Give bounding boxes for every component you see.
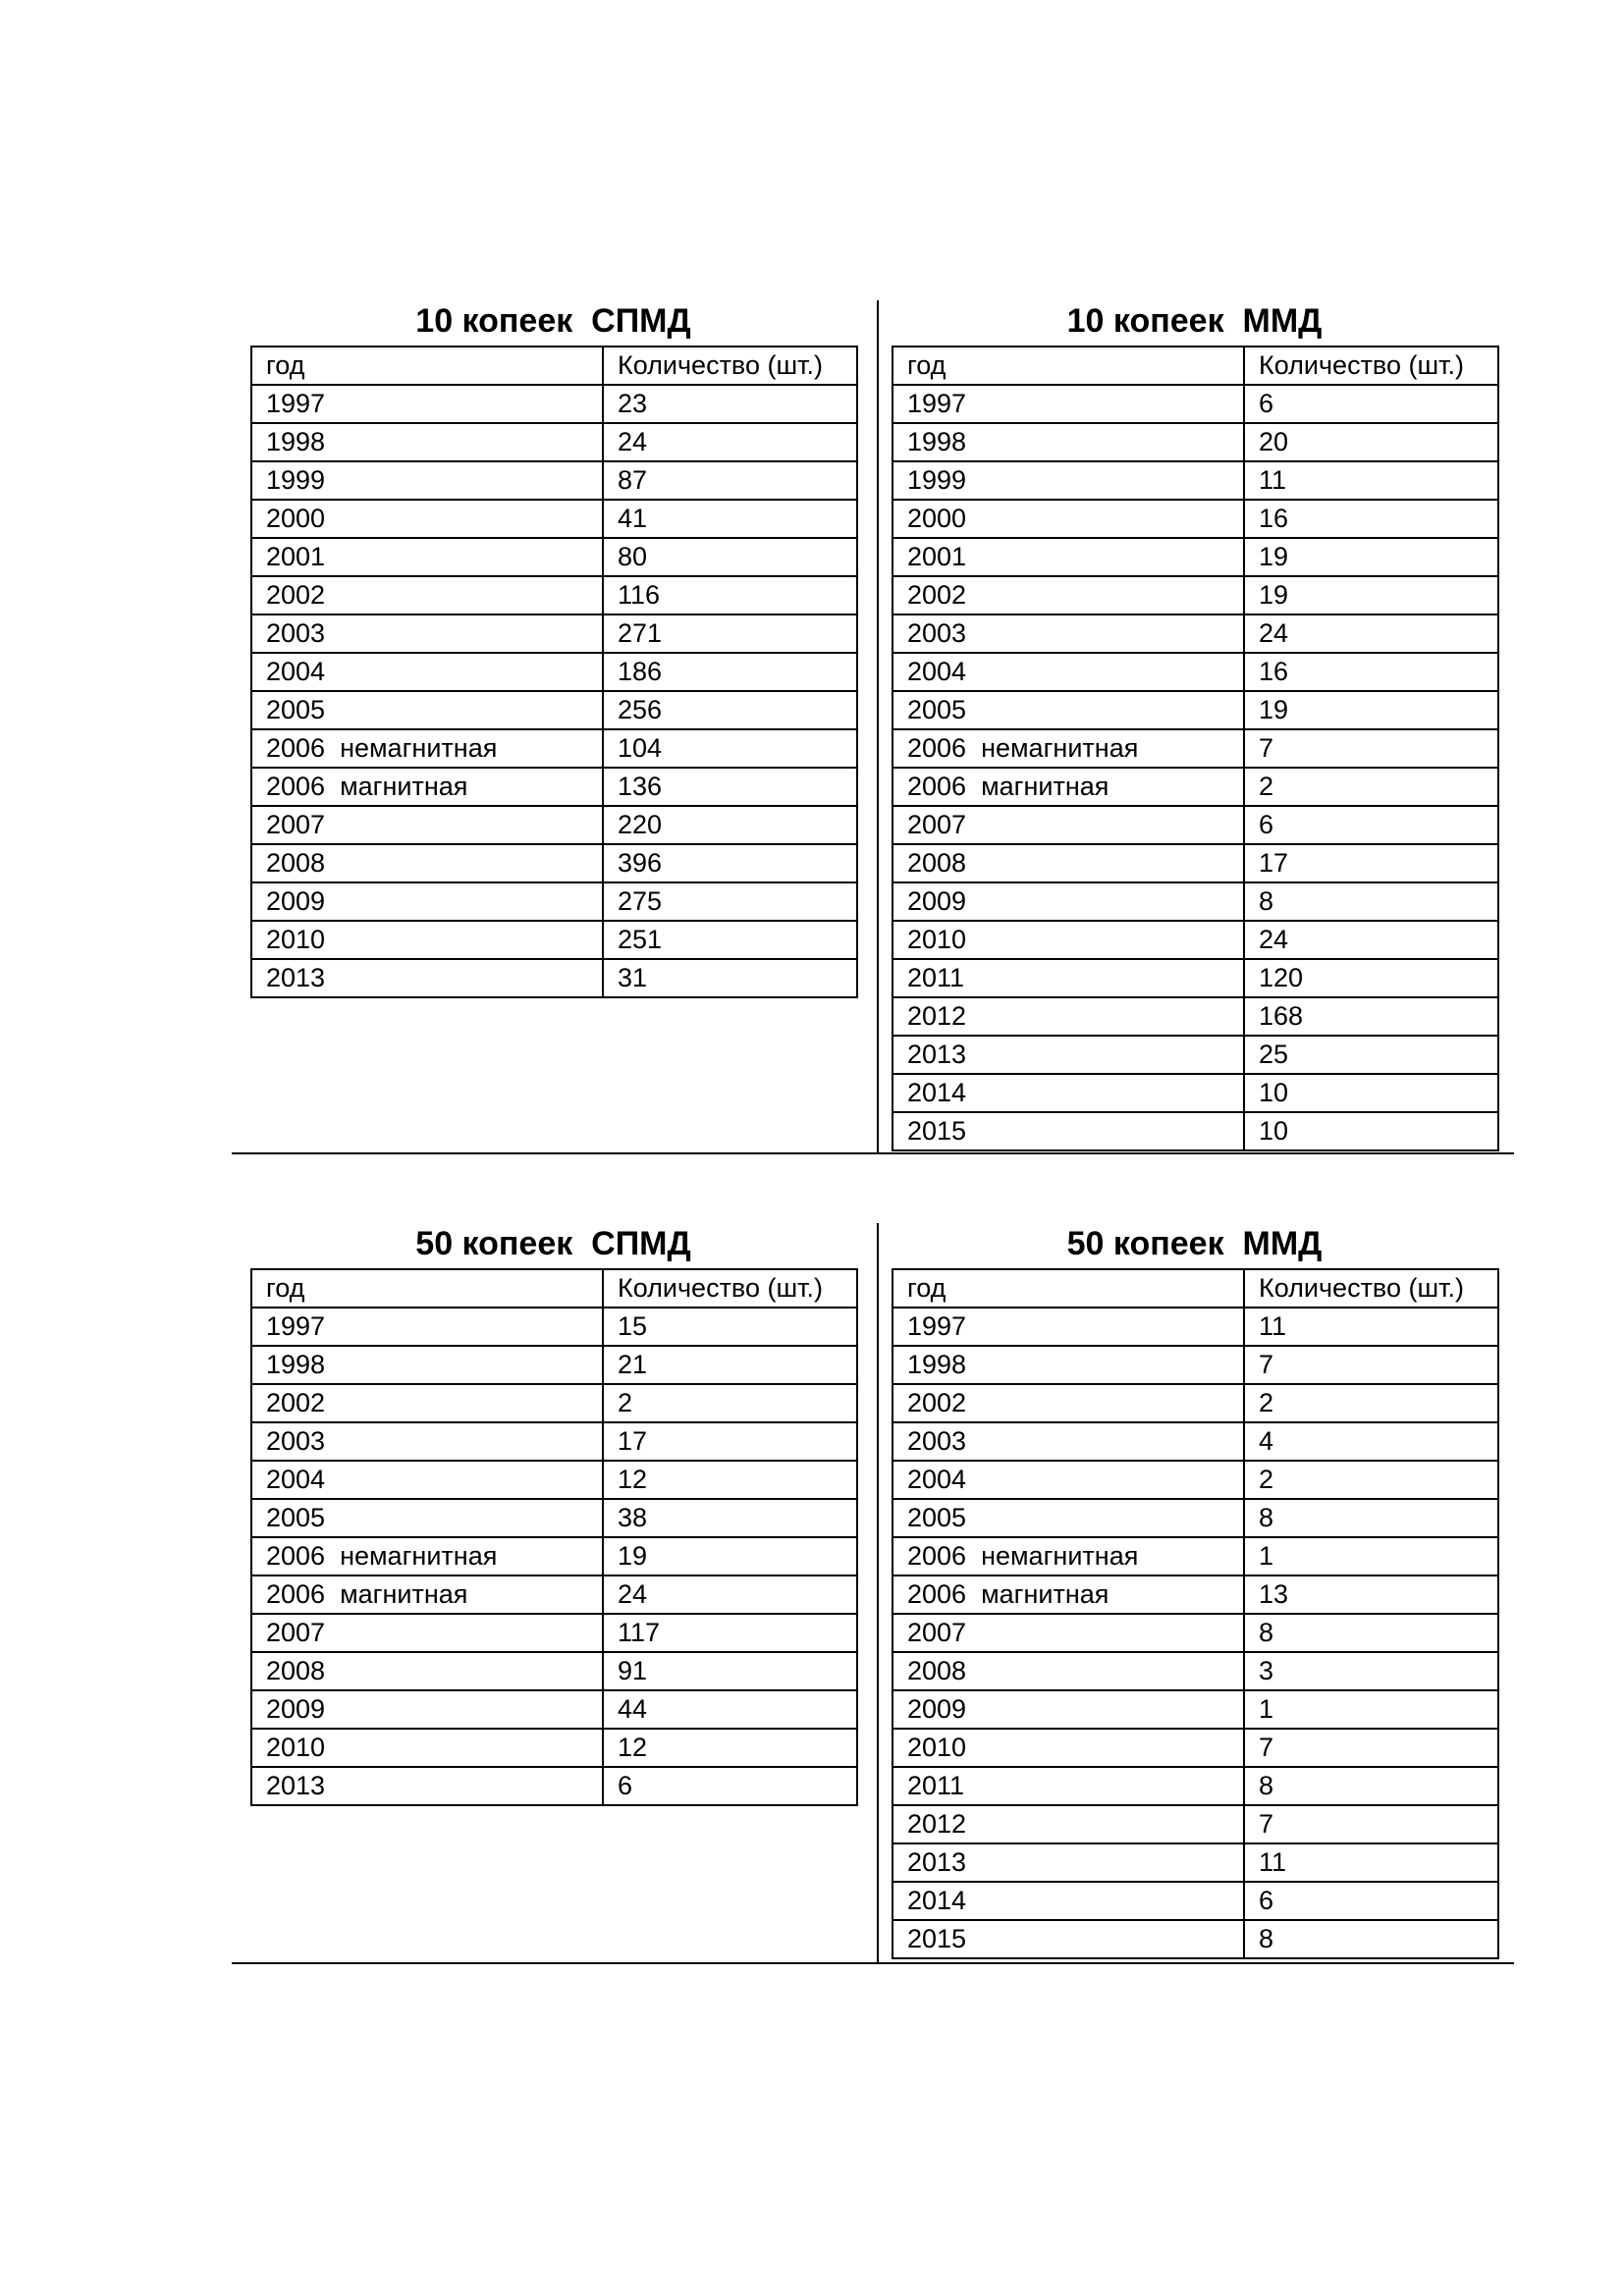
year-cell: 2001 — [251, 538, 603, 576]
count-cell: 6 — [603, 1767, 857, 1805]
year-cell: 1999 — [893, 461, 1244, 500]
column-header-count: Количество (шт.) — [603, 1269, 857, 1308]
count-cell: 17 — [603, 1422, 857, 1461]
year-cell: 2011 — [893, 959, 1244, 997]
year-cell: 2003 — [893, 1422, 1244, 1461]
year-cell: 2010 — [893, 921, 1244, 959]
count-cell: 20 — [1244, 423, 1498, 461]
year-cell: 1997 — [251, 385, 603, 423]
year-cell: 2009 — [251, 882, 603, 921]
count-cell: 31 — [603, 959, 857, 997]
year-cell: 2004 — [251, 1461, 603, 1499]
column-header-year: год — [251, 347, 603, 385]
count-cell: 4 — [1244, 1422, 1498, 1461]
table-row — [893, 614, 1498, 653]
year-cell: 2002 — [251, 576, 603, 614]
year-cell: 1998 — [251, 1346, 603, 1384]
count-cell: 24 — [603, 1575, 857, 1614]
column-header-year: год — [893, 347, 1244, 385]
column-header-count: Количество (шт.) — [1244, 1269, 1498, 1308]
year-cell: 1997 — [251, 1308, 603, 1346]
table-row — [251, 1308, 857, 1346]
year-cell: 2006 магнитная — [893, 1575, 1244, 1614]
column-header-count: Количество (шт.) — [1244, 347, 1498, 385]
count-cell: 19 — [603, 1537, 857, 1575]
vertical-divider — [877, 300, 879, 1154]
table-row — [893, 1767, 1498, 1805]
year-cell: 2001 — [893, 538, 1244, 576]
table-row — [251, 385, 857, 423]
table-row — [893, 997, 1498, 1036]
table-row — [893, 1690, 1498, 1729]
count-cell: 21 — [603, 1346, 857, 1384]
count-cell: 186 — [603, 653, 857, 691]
table-row — [893, 729, 1498, 768]
table-row — [251, 1652, 857, 1690]
table-row — [893, 1308, 1498, 1346]
table-row — [893, 1729, 1498, 1767]
count-cell: 24 — [1244, 921, 1498, 959]
count-cell: 91 — [603, 1652, 857, 1690]
table-header-row — [893, 347, 1498, 385]
count-cell: 7 — [1244, 1346, 1498, 1384]
year-cell: 2003 — [251, 614, 603, 653]
column-header-count: Количество (шт.) — [603, 347, 857, 385]
year-cell: 2015 — [893, 1112, 1244, 1150]
panel-title: 10 копеек СПМД — [415, 302, 691, 340]
count-cell: 168 — [1244, 997, 1498, 1036]
coin-table — [892, 1268, 1499, 1959]
year-cell: 2006 магнитная — [893, 768, 1244, 806]
coin-table — [250, 346, 858, 998]
count-cell: 2 — [1244, 1461, 1498, 1499]
panel-50-kopeek-spmd — [250, 1223, 856, 1806]
count-cell: 16 — [1244, 653, 1498, 691]
table-row — [893, 806, 1498, 844]
table-row — [893, 691, 1498, 729]
table-row — [251, 653, 857, 691]
year-cell: 2012 — [893, 1805, 1244, 1843]
table-header-row — [893, 1269, 1498, 1308]
year-cell: 2006 магнитная — [251, 1575, 603, 1614]
table-row — [893, 1422, 1498, 1461]
year-cell: 2004 — [251, 653, 603, 691]
count-cell: 24 — [1244, 614, 1498, 653]
table-row — [893, 538, 1498, 576]
count-cell: 25 — [1244, 1036, 1498, 1074]
count-cell: 80 — [603, 538, 857, 576]
year-cell: 2010 — [251, 1729, 603, 1767]
column-header-year: год — [251, 1269, 603, 1308]
year-cell: 1998 — [893, 423, 1244, 461]
count-cell: 24 — [603, 423, 857, 461]
year-cell: 2006 немагнитная — [893, 729, 1244, 768]
table-row — [893, 1537, 1498, 1575]
count-cell: 8 — [1244, 1920, 1498, 1958]
count-cell: 10 — [1244, 1074, 1498, 1112]
table-row — [893, 423, 1498, 461]
year-cell: 2006 магнитная — [251, 768, 603, 806]
count-cell: 275 — [603, 882, 857, 921]
panel-title: 50 копеек СПМД — [415, 1225, 691, 1262]
table-row — [893, 1346, 1498, 1384]
count-cell: 271 — [603, 614, 857, 653]
table-row — [893, 1112, 1498, 1150]
count-cell: 87 — [603, 461, 857, 500]
count-cell: 12 — [603, 1729, 857, 1767]
count-cell: 8 — [1244, 1767, 1498, 1805]
table-row — [251, 691, 857, 729]
table-row — [251, 1575, 857, 1614]
count-cell: 1 — [1244, 1537, 1498, 1575]
year-cell: 2006 немагнитная — [251, 729, 603, 768]
table-row — [251, 423, 857, 461]
year-cell: 2003 — [251, 1422, 603, 1461]
table-row — [893, 1499, 1498, 1537]
year-cell: 1999 — [251, 461, 603, 500]
year-cell: 2013 — [251, 959, 603, 997]
count-cell: 6 — [1244, 1882, 1498, 1920]
table-row — [893, 500, 1498, 538]
count-cell: 117 — [603, 1614, 857, 1652]
table-row — [893, 461, 1498, 500]
count-cell: 2 — [1244, 768, 1498, 806]
year-cell: 2003 — [893, 614, 1244, 653]
year-cell: 2007 — [893, 806, 1244, 844]
year-cell: 2015 — [893, 1920, 1244, 1958]
table-row — [893, 959, 1498, 997]
year-cell: 2009 — [893, 882, 1244, 921]
year-cell: 2000 — [251, 500, 603, 538]
year-cell: 2009 — [251, 1690, 603, 1729]
year-cell: 2008 — [251, 1652, 603, 1690]
table-row — [893, 844, 1498, 882]
table-row — [251, 614, 857, 653]
section-50-kopeek — [0, 1223, 1623, 1964]
table-row — [251, 768, 857, 806]
table-header-row — [251, 1269, 857, 1308]
table-row — [251, 1384, 857, 1422]
table-row — [893, 385, 1498, 423]
count-cell: 256 — [603, 691, 857, 729]
year-cell: 2014 — [893, 1882, 1244, 1920]
count-cell: 17 — [1244, 844, 1498, 882]
year-cell: 2002 — [251, 1384, 603, 1422]
year-cell: 2013 — [893, 1036, 1244, 1074]
table-row — [893, 1074, 1498, 1112]
count-cell: 2 — [603, 1384, 857, 1422]
count-cell: 38 — [603, 1499, 857, 1537]
count-cell: 41 — [603, 500, 857, 538]
table-row — [251, 729, 857, 768]
table-header-row — [251, 347, 857, 385]
coin-table — [250, 1268, 858, 1806]
table-row — [251, 500, 857, 538]
table-row — [251, 1690, 857, 1729]
section-10-kopeek — [0, 300, 1623, 1154]
table-row — [893, 1882, 1498, 1920]
year-cell: 2010 — [893, 1729, 1244, 1767]
count-cell: 7 — [1244, 729, 1498, 768]
table-row — [251, 1537, 857, 1575]
year-cell: 2008 — [893, 1652, 1244, 1690]
count-cell: 44 — [603, 1690, 857, 1729]
count-cell: 19 — [1244, 538, 1498, 576]
horizontal-divider — [232, 1152, 1514, 1154]
panel-title: 10 копеек ММД — [1066, 302, 1323, 340]
table-row — [893, 1920, 1498, 1958]
table-row — [251, 959, 857, 997]
table-row — [251, 1729, 857, 1767]
panel-10-kopeek-mmd — [892, 300, 1497, 1151]
year-cell: 2004 — [893, 653, 1244, 691]
count-cell: 396 — [603, 844, 857, 882]
year-cell: 2013 — [251, 1767, 603, 1805]
count-cell: 220 — [603, 806, 857, 844]
count-cell: 23 — [603, 385, 857, 423]
table-row — [893, 576, 1498, 614]
panel-10-kopeek-spmd — [250, 300, 856, 998]
year-cell: 2010 — [251, 921, 603, 959]
column-header-year: год — [893, 1269, 1244, 1308]
table-row — [251, 1461, 857, 1499]
table-row — [251, 1767, 857, 1805]
year-cell: 2012 — [893, 997, 1244, 1036]
count-cell: 7 — [1244, 1805, 1498, 1843]
year-cell: 2007 — [251, 806, 603, 844]
count-cell: 19 — [1244, 576, 1498, 614]
count-cell: 6 — [1244, 806, 1498, 844]
table-row — [893, 882, 1498, 921]
count-cell: 251 — [603, 921, 857, 959]
count-cell: 13 — [1244, 1575, 1498, 1614]
count-cell: 16 — [1244, 500, 1498, 538]
year-cell: 2006 немагнитная — [893, 1537, 1244, 1575]
count-cell: 6 — [1244, 385, 1498, 423]
year-cell: 2007 — [251, 1614, 603, 1652]
count-cell: 11 — [1244, 1843, 1498, 1882]
year-cell: 1998 — [893, 1346, 1244, 1384]
table-row — [893, 1575, 1498, 1614]
table-row — [893, 1652, 1498, 1690]
count-cell: 136 — [603, 768, 857, 806]
table-row — [893, 1384, 1498, 1422]
table-row — [893, 1461, 1498, 1499]
table-row — [893, 1843, 1498, 1882]
table-row — [893, 1805, 1498, 1843]
year-cell: 2005 — [893, 1499, 1244, 1537]
table-row — [251, 844, 857, 882]
year-cell: 2005 — [251, 691, 603, 729]
table-row — [893, 653, 1498, 691]
count-cell: 2 — [1244, 1384, 1498, 1422]
year-cell: 2002 — [893, 576, 1244, 614]
count-cell: 3 — [1244, 1652, 1498, 1690]
year-cell: 2008 — [251, 844, 603, 882]
year-cell: 2004 — [893, 1461, 1244, 1499]
count-cell: 1 — [1244, 1690, 1498, 1729]
table-row — [251, 921, 857, 959]
count-cell: 104 — [603, 729, 857, 768]
year-cell: 2005 — [251, 1499, 603, 1537]
table-row — [251, 806, 857, 844]
table-row — [251, 1614, 857, 1652]
year-cell: 2002 — [893, 1384, 1244, 1422]
year-cell: 2009 — [893, 1690, 1244, 1729]
vertical-divider — [877, 1223, 879, 1964]
count-cell: 8 — [1244, 882, 1498, 921]
year-cell: 2011 — [893, 1767, 1244, 1805]
table-row — [893, 1036, 1498, 1074]
count-cell: 19 — [1244, 691, 1498, 729]
table-row — [893, 1614, 1498, 1652]
count-cell: 12 — [603, 1461, 857, 1499]
year-cell: 2005 — [893, 691, 1244, 729]
count-cell: 10 — [1244, 1112, 1498, 1150]
table-row — [251, 538, 857, 576]
year-cell: 2007 — [893, 1614, 1244, 1652]
table-row — [251, 1422, 857, 1461]
table-row — [251, 461, 857, 500]
panel-title: 50 копеек ММД — [1066, 1225, 1323, 1262]
year-cell: 1998 — [251, 423, 603, 461]
count-cell: 120 — [1244, 959, 1498, 997]
year-cell: 2006 немагнитная — [251, 1537, 603, 1575]
count-cell: 7 — [1244, 1729, 1498, 1767]
table-row — [893, 921, 1498, 959]
year-cell: 2008 — [893, 844, 1244, 882]
count-cell: 8 — [1244, 1499, 1498, 1537]
count-cell: 11 — [1244, 461, 1498, 500]
panel-50-kopeek-mmd — [892, 1223, 1497, 1959]
table-row — [251, 576, 857, 614]
table-row — [251, 1346, 857, 1384]
coin-table — [892, 346, 1499, 1151]
count-cell: 15 — [603, 1308, 857, 1346]
count-cell: 11 — [1244, 1308, 1498, 1346]
year-cell: 2000 — [893, 500, 1244, 538]
year-cell: 2014 — [893, 1074, 1244, 1112]
table-row — [893, 768, 1498, 806]
table-row — [251, 882, 857, 921]
horizontal-divider — [232, 1962, 1514, 1964]
count-cell: 116 — [603, 576, 857, 614]
year-cell: 1997 — [893, 1308, 1244, 1346]
year-cell: 2013 — [893, 1843, 1244, 1882]
count-cell: 8 — [1244, 1614, 1498, 1652]
table-row — [251, 1499, 857, 1537]
year-cell: 1997 — [893, 385, 1244, 423]
